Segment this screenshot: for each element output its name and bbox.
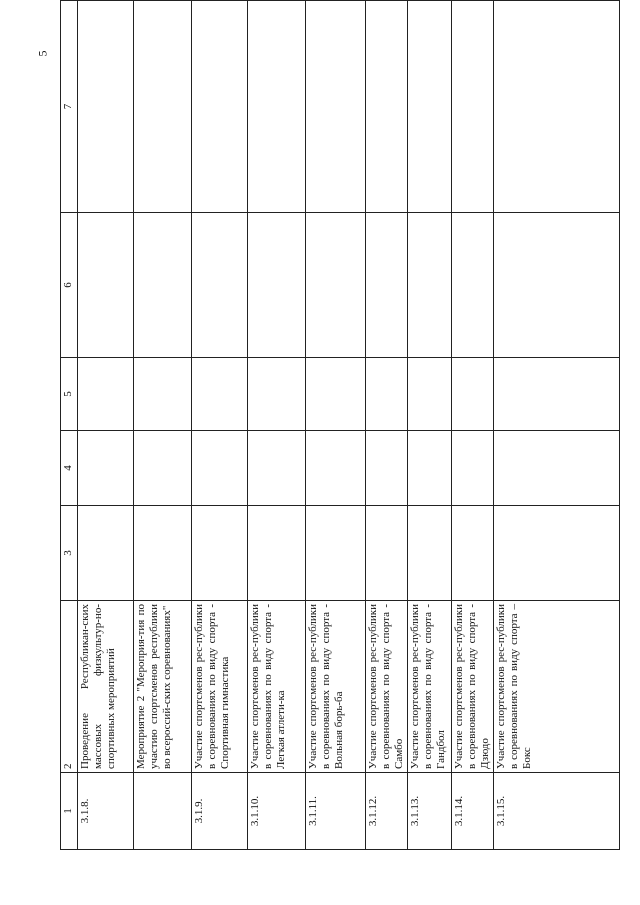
table-row xyxy=(192,1,248,850)
column-number: 6 xyxy=(61,213,78,358)
row-number: 3.1.10. xyxy=(248,773,306,850)
row-number: 3.1.11. xyxy=(306,773,366,850)
table-row xyxy=(408,1,452,850)
page-number: 5 xyxy=(35,50,50,57)
rotated-table-wrapper xyxy=(60,50,620,850)
table-row xyxy=(306,1,366,850)
row-description: Участие спортсменов рес-публики в соревнованиях по виду спорта - Вольная борь-ба xyxy=(306,601,366,773)
table-row xyxy=(134,1,192,850)
column-number: 7 xyxy=(61,1,78,213)
row-number: 3.1.14. xyxy=(452,773,494,850)
row-number: 3.1.15. xyxy=(494,773,620,850)
row-number: 3.1.13. xyxy=(408,773,452,850)
row-number: 3.1.8. xyxy=(78,773,134,850)
row-description: Участие спортсменов рес-публики в соревнованиях по виду спорта – Бокс xyxy=(494,601,620,773)
table-row xyxy=(248,1,306,850)
program-table xyxy=(60,0,620,850)
row-description: Мероприятие 2 "Мероприя-тия по участию спортсменов республики во всероссий-ских соревнованиях" xyxy=(134,601,192,773)
table-row xyxy=(366,1,408,850)
column-number: 1 xyxy=(61,773,78,850)
table-row xyxy=(452,1,494,850)
row-description: Проведение Республикан-ских массовых физкультур-но-спортивных мероприятий xyxy=(78,601,134,773)
table-row xyxy=(78,1,134,850)
row-number: 3.1.12. xyxy=(366,773,408,850)
column-number: 2 xyxy=(61,601,78,773)
row-number xyxy=(134,773,192,850)
table-row xyxy=(494,1,620,850)
column-number: 5 xyxy=(61,358,78,431)
column-number: 3 xyxy=(61,506,78,601)
row-description: Участие спортсменов рес-публики в соревнованиях по виду спорта - Спортивная гимнастика xyxy=(192,601,248,773)
row-number: 3.1.9. xyxy=(192,773,248,850)
row-description: Участие спортсменов рес-публики в соревнованиях по виду спорта - Легкая атлети-ка xyxy=(248,601,306,773)
row-description: Участие спортсменов рес-публики в соревнованиях по виду спорта - Самбо xyxy=(366,601,408,773)
row-description: Участие спортсменов рес-публики в соревнованиях по виду спорта - Дзюдо xyxy=(452,601,494,773)
row-description: Участие спортсменов рес-публики в соревнованиях по виду спорта - Гандбол xyxy=(408,601,452,773)
column-number: 4 xyxy=(61,431,78,506)
column-number-row xyxy=(61,1,78,850)
